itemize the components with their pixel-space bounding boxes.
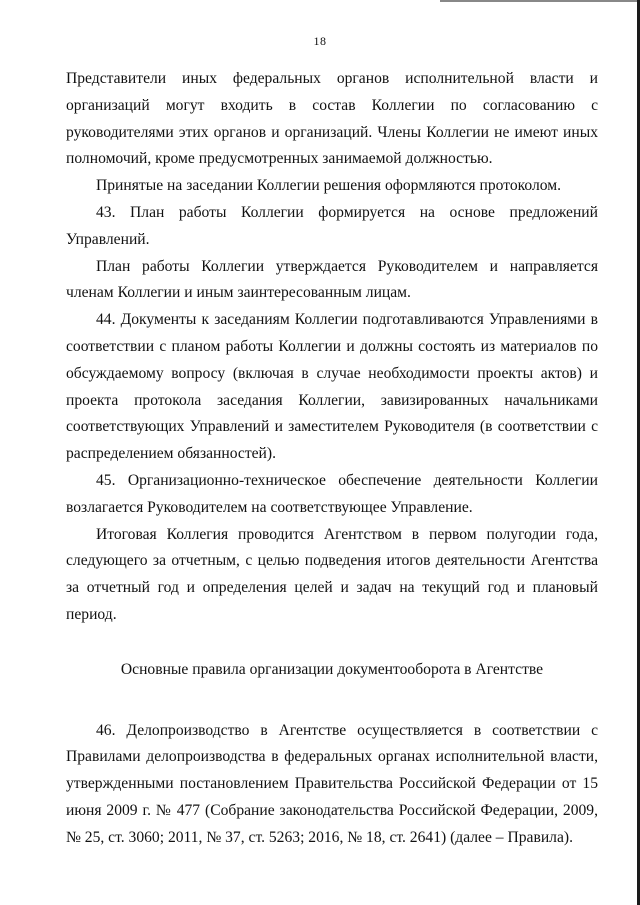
paragraph-work-plan-approval: План работы Коллегии утверждается Руководителем и направляется членам Коллегии и иным заинтересованным лицам. — [66, 257, 598, 302]
paragraph-43: 43. План работы Коллегии формируется на основе предложений Управлений. — [66, 203, 598, 248]
paragraph-decisions-protocol: Принятые на заседании Коллегии решения оформляются протоколом. — [96, 177, 562, 195]
page-number: 18 — [313, 34, 327, 48]
document-body — [66, 66, 598, 852]
scan-edge-top — [440, 0, 640, 2]
paragraph-45: 45. Организационно-техническое обеспечение деятельности Коллегии возлагается Руководителем на соответствующее Управление. — [66, 471, 598, 516]
paragraph-46: 46. Делопроизводство в Агентстве осуществляется в соответствии с Правилами делопроизводства в федеральных органах исполнительной власти, утвержденными постановлением Правительства Российской Федерации от 15 июня 2009 г. № 477 (Собрание законодательства Российской Федерации, 2009, № 25, ст. 3060; 2011, № 37, ст. 5263; 2016, № 18, ст. 2641) (далее – Правила). — [66, 721, 598, 846]
paragraph-44: 44. Документы к заседаниям Коллегии подготавливаются Управлениями в соответствии с планом работы Коллегии и должны состоять из материалов по обсуждаемому вопросу (включая в случае необходимости проекты актов) и проекта протокола заседания Коллегии, завизированных начальниками соответствующих Управлений и заместителем Руководителя (в соответствии с распределением обязанностей). — [66, 311, 598, 463]
paragraph-representatives: Представители иных федеральных органов исполнительной власти и организаций могут входить в состав Коллегии по согласованию с руководителями этих органов и организаций. Члены Коллегии не имеют иных полномочий, кроме предусмотренных занимаемой должностью. — [66, 70, 598, 168]
paragraph-final-collegium: Итоговая Коллегия проводится Агентством в первом полугодии года, следующего за отчетным, с целью подведения итогов деятельности Агентства за отчетный год и определения целей и задач на текущий год и плановый период. — [66, 525, 598, 623]
section-heading: Основные правила организации документооборота в Агентстве — [120, 660, 544, 678]
